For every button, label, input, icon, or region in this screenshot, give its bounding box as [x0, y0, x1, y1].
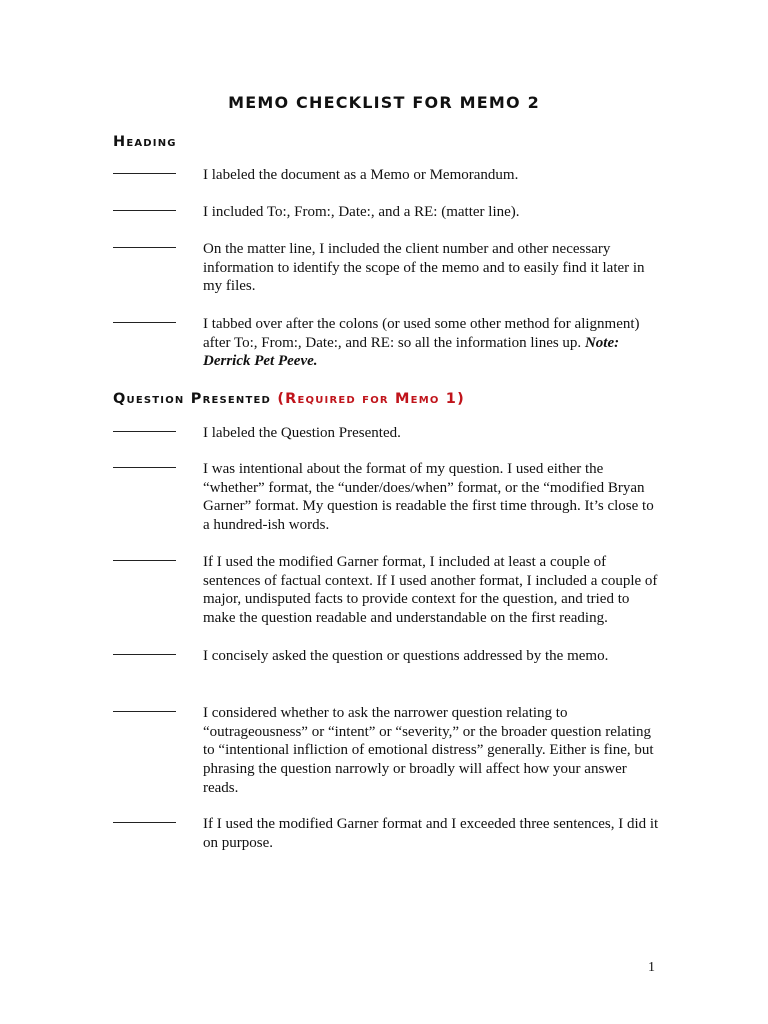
checklist-item-text: I concisely asked the question or questions addressed by the memo. [203, 648, 609, 664]
checklist-item-text: I was intentional about the format of my question. I used either the “whether” format, the “under/does/when” format, or the “modified Bryan Garner” format. My question is readable the first time through. It’s close to a hundred-ish words. [203, 461, 654, 534]
checklist-item-text: If I used the modified Garner format and I exceeded three sentences, I did it on purpose. [203, 816, 659, 851]
checklist-item-text: On the matter line, I included the client number and other necessary information to identify the scope of the memo and to easily find it later in my files. [203, 241, 645, 295]
checklist-item-text: I labeled the document as a Memo or Memorandum. [203, 167, 519, 183]
checklist-blank[interactable] [113, 210, 176, 211]
checklist-blank[interactable] [113, 822, 176, 823]
checklist-item-text [203, 315, 659, 371]
checklist-item-text: I labeled the Question Presented. [203, 425, 401, 441]
checklist-item-text: If I used the modified Garner format, I included at least a couple of sentences of factual context. If I used another format, I included a couple of major, undisputed facts to provide context for the question, and tried to make the question readable and understandable on the first reading. [203, 554, 658, 627]
checklist-blank[interactable] [113, 654, 176, 655]
checklist-blank[interactable] [113, 173, 176, 174]
section-heading-label: Heading [113, 134, 177, 150]
checklist-blank[interactable] [113, 711, 176, 712]
pet-peeve-note: Note: Derrick Pet Peeve. [203, 334, 620, 370]
checklist-item-text: I considered whether to ask the narrower question relating to “outrageousness” or “intent” or “severity,” or the broader question relating to “intentional infliction of emotional distress” generally. Either is fine, but phrasing the question narrowly or broadly will affect how your answer reads. [203, 705, 654, 796]
checklist-blank[interactable] [113, 247, 176, 248]
required-note: (Required for Memo 1) [277, 391, 465, 407]
section-heading-question-presented [113, 391, 465, 407]
checklist-blank[interactable] [113, 322, 176, 323]
checklist-blank[interactable] [113, 560, 176, 561]
checklist-blank[interactable] [113, 431, 176, 432]
checklist-item-text: I included To:, From:, Date:, and a RE: (matter line). [203, 204, 520, 220]
page-number: 1 [648, 960, 655, 975]
checklist-item-body: I tabbed over after the colons (or used some other method for alignment) after To:, From:, Date:, and RE: so all the information lines up. [203, 316, 640, 351]
section-heading-heading [113, 134, 177, 150]
checklist-blank[interactable] [113, 467, 176, 468]
section-heading-label: Question Presented [113, 391, 272, 407]
page-title: MEMO CHECKLIST FOR MEMO 2 [228, 93, 540, 112]
